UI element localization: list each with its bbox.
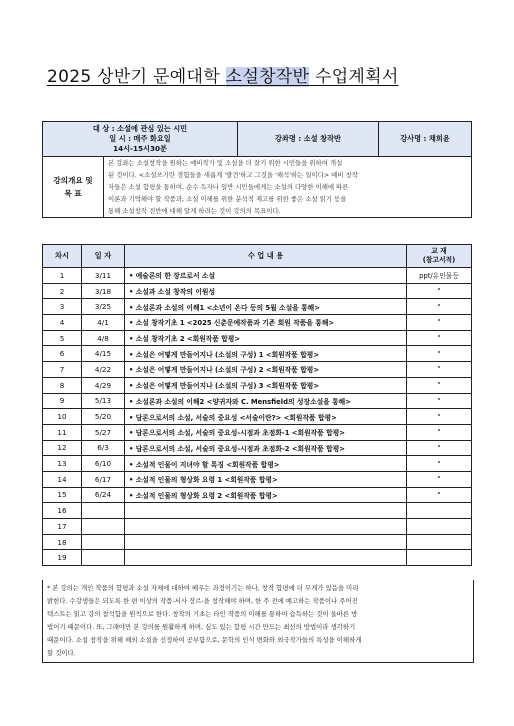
header-no: 차시	[43, 245, 82, 268]
table-row	[43, 471, 472, 487]
row-material: "	[407, 393, 472, 409]
row-material	[407, 534, 472, 550]
row-date	[82, 534, 125, 550]
row-date	[82, 519, 125, 535]
table-row	[43, 393, 472, 409]
row-content: • 소설 창작기초 1 <2025 신춘문예작품과 기존 회원 작품을 통해>	[125, 315, 407, 331]
row-no: 17	[43, 519, 82, 535]
title-post: 수업계획서	[309, 67, 399, 87]
table-row	[43, 268, 472, 284]
row-content	[125, 550, 407, 566]
note-line: 때문이다. 소설 창작을 위해 해외 소설을 선정하여 공부함으로, 문학의 인식 변화와 외국작가들의 특성을 이해하게	[47, 636, 362, 644]
row-date: 3/11	[82, 268, 125, 284]
table-row	[43, 440, 472, 456]
row-date	[82, 550, 125, 566]
row-no: 9	[43, 393, 82, 409]
row-no: 3	[43, 299, 82, 315]
overview-label-line: 목 표	[64, 189, 82, 198]
row-material: "	[407, 424, 472, 440]
table-row	[43, 299, 472, 315]
row-no: 11	[43, 424, 82, 440]
row-material: "	[407, 409, 472, 425]
table-row	[43, 283, 472, 299]
row-no: 4	[43, 315, 82, 331]
row-date: 5/20	[82, 409, 125, 425]
row-content: • 소설은 어떻게 만들어지나 (소설의 구성) 2 <회원작품 합평>	[125, 362, 407, 378]
row-content: • 소설 창작기초 2 <회원작품 합평>	[125, 330, 407, 346]
row-date: 4/8	[82, 330, 125, 346]
table-row	[43, 550, 472, 566]
schedule-header-row	[43, 245, 472, 268]
row-no: 7	[43, 362, 82, 378]
note-line: 밝힌다. 수강생들은 되도록 한 편 이상의 작품-서사 장르-을 창작해야 하며, 한 주 전에 예고하는 작품이나 주어진	[47, 597, 358, 605]
course-info-table	[42, 121, 472, 218]
table-row	[43, 534, 472, 550]
overview-text	[104, 157, 472, 218]
table-row	[43, 346, 472, 362]
row-content: • 담론으로서의 소설, 서술의 중요성-시점과 초점화-2 <회원작품 합평>	[125, 440, 407, 456]
row-content: • 담론으로서의 소설, 서술의 중요성-시점과 초점화-1 <회원작품 합평>	[125, 424, 407, 440]
course-note	[42, 580, 474, 663]
row-material	[407, 519, 472, 535]
header-material-line: (참고서적)	[422, 256, 456, 264]
row-material: "	[407, 487, 472, 503]
row-no: 6	[43, 346, 82, 362]
row-no: 1	[43, 268, 82, 284]
schedule-table	[42, 244, 472, 566]
header-material	[407, 245, 472, 268]
row-content: • 소설론과 소설의 이해1 <소년이 온다 등의 5월 소설을 통해>	[125, 299, 407, 315]
table-row	[43, 362, 472, 378]
row-material: "	[407, 346, 472, 362]
table-row	[43, 519, 472, 535]
table-row	[43, 377, 472, 393]
row-material	[407, 550, 472, 566]
row-content: • 소설은 어떻게 만들어지나 (소설의 구성) 3 <회원작품 합평>	[125, 377, 407, 393]
row-date: 6/10	[82, 456, 125, 472]
row-date: 6/17	[82, 471, 125, 487]
row-material: "	[407, 377, 472, 393]
row-date: 5/27	[82, 424, 125, 440]
row-content: • 소설은 어떻게 만들어지나 (소설의 구성) 1 <회원작품 합평>	[125, 346, 407, 362]
lecture-name: 강좌명 : 소설 창작반	[238, 122, 379, 157]
row-material: "	[407, 330, 472, 346]
row-date: 4/15	[82, 346, 125, 362]
header-material-line: 교 재	[431, 247, 447, 255]
row-content	[125, 503, 407, 519]
time-text: 14시-15시30분	[113, 144, 167, 153]
table-row	[43, 409, 472, 425]
row-no: 5	[43, 330, 82, 346]
table-row	[43, 330, 472, 346]
row-material: "	[407, 362, 472, 378]
row-no: 15	[43, 487, 82, 503]
row-material: ppt/유인물등	[407, 268, 472, 284]
row-no: 8	[43, 377, 82, 393]
row-no: 19	[43, 550, 82, 566]
table-row	[43, 424, 472, 440]
row-content: • 담론으로서의 소설, 서술의 중요성 <서술이란?> <회원작품 합평>	[125, 409, 407, 425]
row-material: "	[407, 283, 472, 299]
row-content: • 소설론과 소설의 이해2 <양귀자와 C. Mensfield의 성장소설을 통해>	[125, 393, 407, 409]
title-highlight: 소설창작반	[225, 67, 310, 87]
row-material	[407, 503, 472, 519]
row-content: • 소설적 인물의 형상화 요령 2 <회원작품 합평>	[125, 487, 407, 503]
overview-label-line: 강의개요 및	[53, 176, 93, 185]
row-material: "	[407, 315, 472, 331]
row-content: • 소설적 인물이 지녀야 할 특징 <회원작품 합평>	[125, 456, 407, 472]
table-row	[43, 503, 472, 519]
row-no: 13	[43, 456, 82, 472]
table-row	[43, 487, 472, 503]
row-material: "	[407, 440, 472, 456]
row-content: • 소설과 소설 창작의 이원성	[125, 283, 407, 299]
row-date: 3/18	[82, 283, 125, 299]
row-material: "	[407, 299, 472, 315]
header-date: 일 자	[82, 245, 125, 268]
row-no: 14	[43, 471, 82, 487]
overview-line: 된 것이다. <소설쓰기란 경험들을 새롭게 '발견'하고 그것을 '해석'하는 일이다> 예비 창작	[108, 171, 358, 179]
row-date: 4/29	[82, 377, 125, 393]
row-no: 12	[43, 440, 82, 456]
note-line: 할 것이다.	[47, 649, 76, 657]
row-date: 4/22	[82, 362, 125, 378]
row-material: "	[407, 471, 472, 487]
row-no: 16	[43, 503, 82, 519]
note-line: 법이기 때문이다. 또, 그래야만 본 강의를 원활하게 하며, 심도 있는 합평 시간 만드는 최선의 방법이라 생각하기	[47, 623, 356, 631]
page-title	[47, 62, 399, 87]
instructor-name: 강사명 : 채희윤	[379, 122, 472, 157]
row-date: 5/13	[82, 393, 125, 409]
row-content	[125, 519, 407, 535]
target-schedule-cell	[43, 122, 238, 157]
row-content: • 예술론의 한 장르로서 소설	[125, 268, 407, 284]
table-row	[43, 315, 472, 331]
overview-line: 본 강좌는 소설창작을 원하는 예비작가 및 소설을 더 잘기 위한 시민들을 위하여 개설	[108, 159, 343, 167]
overview-label	[43, 157, 104, 218]
row-date: 3/25	[82, 299, 125, 315]
row-material: "	[407, 456, 472, 472]
row-date: 6/3	[82, 440, 125, 456]
title-pre: 2025 상반기 문예대학	[47, 67, 226, 87]
schedule-text: 일 시 : 매주 화요일	[109, 134, 171, 143]
note-line: 텍스트는 읽고 강의 참석함을 원칙으로 한다. 창작의 기초는 타인 작품의 이해를 통하여 습득하는 것이 올바른 방	[47, 610, 358, 618]
row-date: 4/1	[82, 315, 125, 331]
row-content	[125, 534, 407, 550]
overview-line: 자들은 소설 합평을 통하여, 순수 독자나 일반 시민들에게는 소설의 다양한 이해에 따른	[108, 183, 349, 191]
row-date: 6/24	[82, 487, 125, 503]
header-content: 수 업 내 용	[125, 245, 407, 268]
overview-line: 통해 소설창작 전반에 대해 알게 하려는 것이 강의의 목표이다.	[108, 207, 281, 215]
row-no: 10	[43, 409, 82, 425]
row-content: • 소설적 인물의 형상화 요령 1 <회원작품 합평>	[125, 471, 407, 487]
note-line: * 본 강의는 개인 작품의 합평과 소설 자체에 대하여 배우는 과정이기는 하나, 창작 합평에 더 무게가 있음을 미리	[47, 584, 359, 592]
row-date	[82, 503, 125, 519]
row-no: 2	[43, 283, 82, 299]
table-row	[43, 456, 472, 472]
overview-line: 이론과 기억해야 할 작품과, 소설 이해를 위한 분석적 제고를 위한 좋은 소설 읽기 등을	[108, 195, 347, 203]
target-text: 대 상 : 소설에 관심 있는 시민	[92, 124, 188, 133]
row-no: 18	[43, 534, 82, 550]
